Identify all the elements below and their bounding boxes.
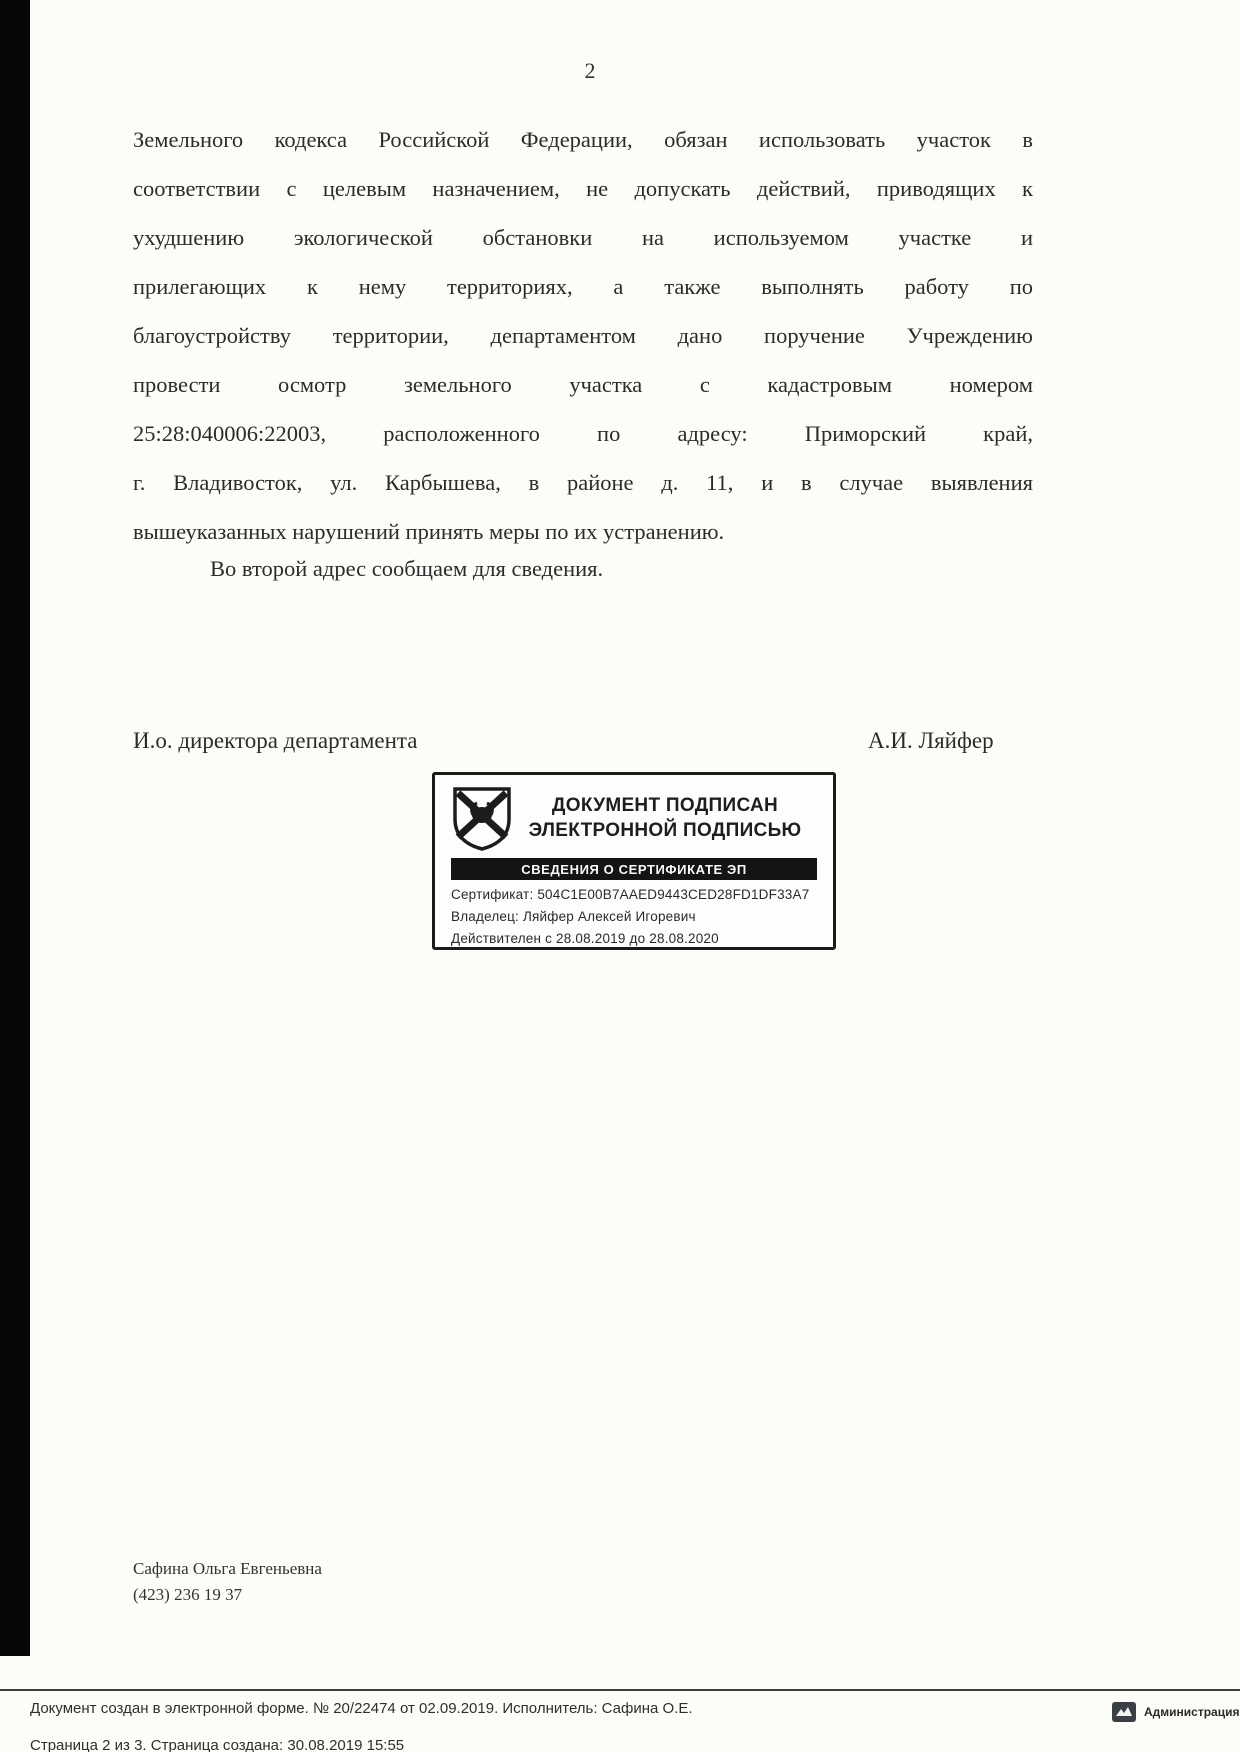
body-line: Земельного кодекса Российской Федерации, обязан использовать участок в <box>133 127 1033 152</box>
certificate-info-bar: СВЕДЕНИЯ О СЕРТИФИКАТЕ ЭП <box>451 858 817 880</box>
stamp-certificate: Сертификат: 504C1E00B7AAED9443CED28FD1DF33A7 <box>451 887 810 902</box>
body-paragraph-2: Во второй адрес сообщаем для сведения. <box>210 556 604 581</box>
footer-document-info: Документ создан в электронной форме. № 20/22474 от 02.09.2019. Исполнитель: Сафина О.Е. <box>30 1700 693 1717</box>
executor-name: Сафина Ольга Евгеньевна <box>133 1559 322 1578</box>
body-line: соответствии с целевым назначением, не допускать действий, приводящих к <box>133 176 1033 201</box>
footer-page-info: Страница 2 из 3. Страница создана: 30.08.2019 15:55 <box>30 1737 405 1752</box>
stamp-owner: Владелец: Ляйфер Алексей Игоревич <box>451 909 696 924</box>
executor-phone: (423) 236 19 37 <box>133 1585 243 1604</box>
administration-logo-icon <box>1112 1702 1136 1722</box>
administration-logo <box>1112 1702 1239 1722</box>
body-line: вышеуказанных нарушений принять меры по их устранению. <box>133 519 725 544</box>
body-line: ухудшению экологической обстановки на используемом участке и <box>133 225 1033 250</box>
scan-edge-artifact <box>0 0 30 1656</box>
administration-logo-label: Администрация <box>1144 1705 1240 1719</box>
page-number: 2 <box>584 58 596 83</box>
electronic-signature-stamp <box>432 772 836 950</box>
executor-contact <box>133 1556 322 1608</box>
stamp-title-line1: ДОКУМЕНТ ПОДПИСАН <box>551 795 779 816</box>
signature-name: А.И. Ляйфер <box>868 728 994 753</box>
body-paragraph <box>133 115 1033 556</box>
stamp-title <box>513 793 817 843</box>
signature-position: И.о. директора департамента <box>133 728 418 753</box>
stamp-validity: Действителен с 28.08.2019 до 28.08.2020 <box>451 931 719 946</box>
body-line: прилегающих к нему территориях, а также выполнять работу по <box>133 274 1033 299</box>
stamp-title-line2: ЭЛЕКТРОННОЙ ПОДПИСЬЮ <box>528 820 802 841</box>
body-line: благоустройству территории, департаментом дано поручение Учреждению <box>133 323 1033 348</box>
coat-of-arms-icon <box>451 785 513 851</box>
footer-divider <box>0 1689 1240 1691</box>
body-line: г. Владивосток, ул. Карбышева, в районе д. 11, и в случае выявления <box>133 470 1033 495</box>
stamp-header <box>451 785 817 851</box>
body-line: провести осмотр земельного участка с кадастровым номером <box>133 372 1033 397</box>
body-line: 25:28:040006:22003, расположенного по адресу: Приморский край, <box>133 421 1033 446</box>
